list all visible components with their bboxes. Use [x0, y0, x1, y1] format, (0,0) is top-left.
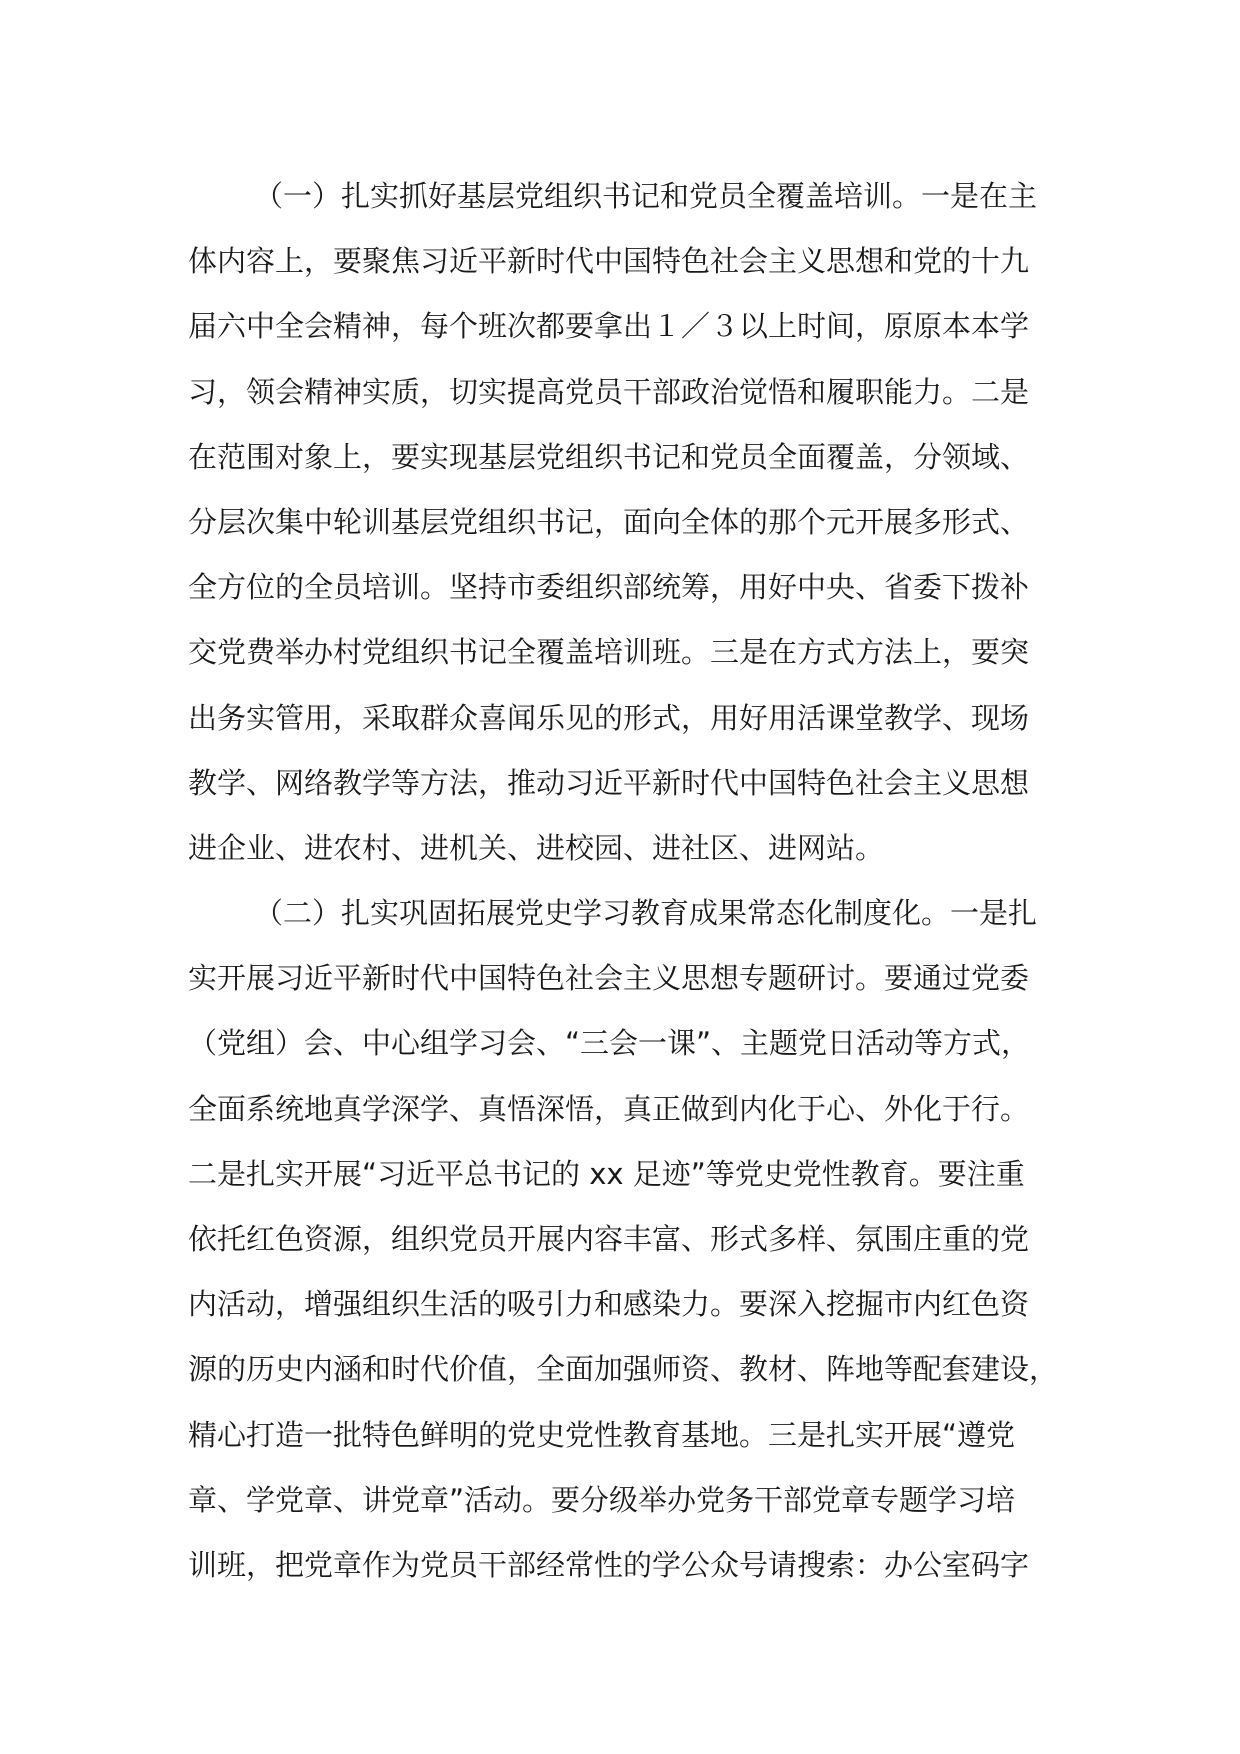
paragraph-1-line-2: 体内容上，要聚焦习近平新时代中国特色社会主义思想和党的十九 [188, 244, 1030, 279]
paragraph-2-line-3: （党组）会、中心组学习会、“三会一课”、主题党日活动等方式， [188, 1026, 1031, 1061]
paragraph-2-line-11: 训班，把党章作为党员干部经常性的学公众号请搜索：办公室码字 [188, 1547, 1030, 1582]
paragraph-2-line-10: 章、学党章、讲党章”活动。要分级举办党务干部党章专题学习培 [188, 1482, 1016, 1517]
paragraph-2-line-7: 内活动，增强组织生活的吸引力和感染力。要深入挖掘市内红色资 [188, 1287, 1030, 1322]
paragraph-1-line-10: 教学、网络教学等方法，推动习近平新时代中国特色社会主义思想 [188, 765, 1030, 800]
paragraph-1-line-9: 出务实管用，采取群众喜闻乐见的形式，用好用活课堂教学、现场 [188, 700, 1030, 735]
paragraph-1-line-5: 在范围对象上，要实现基层党组织书记和党员全面覆盖，分领域、 [188, 439, 1030, 474]
paragraph-2-line-4: 全面系统地真学深学、真悟深悟，真正做到内化于心、外化于行。 [188, 1091, 1030, 1126]
paragraph-1-line-11: 进企业、进农村、进机关、进校园、进社区、进网站。 [188, 830, 885, 865]
paragraph-1-line-7: 全方位的全员培训。坚持市委组织部统筹，用好中央、省委下拨补 [188, 570, 1030, 605]
paragraph-1-line-1: （一）扎实抓好基层党组织书记和党员全覆盖培训。一是在主 [254, 179, 1038, 213]
paragraph-1-line-8: 交党费举办村党组织书记全覆盖培训班。三是在方式方法上，要突 [188, 635, 1030, 670]
document-body [188, 164, 1068, 1598]
paragraph-1-line-4: 习，领会精神实质，切实提高党员干部政治觉悟和履职能力。二是 [188, 374, 1030, 409]
paragraph-2-line-1: （二）扎实巩固拓展党史学习教育成果常态化制度化。一是扎 [254, 896, 1038, 931]
paragraph-2-line-9: 精心打造一批特色鲜明的党史党性教育基地。三是扎实开展“遵党 [188, 1417, 1016, 1452]
paragraph-2-line-2: 实开展习近平新时代中国特色社会主义思想专题研讨。要通过党委 [188, 961, 1030, 996]
paragraph-2-line-6: 依托红色资源，组织党员开展内容丰富、形式多样、氛围庄重的党 [188, 1222, 1030, 1256]
paragraph-2-line-5: 二是扎实开展“习近平总书记的 xx 足迹”等党史党性教育。要注重 [188, 1156, 1025, 1191]
paragraph-1-line-3: 届六中全会精神，每个班次都要拿出１／３以上时间，原原本本学 [188, 309, 1030, 344]
paragraph-1-line-6: 分层次集中轮训基层党组织书记，面向全体的那个元开展多形式、 [188, 504, 1030, 539]
paragraph-2-line-8: 源的历史内涵和时代价值，全面加强师资、教材、阵地等配套建设， [188, 1352, 1059, 1387]
